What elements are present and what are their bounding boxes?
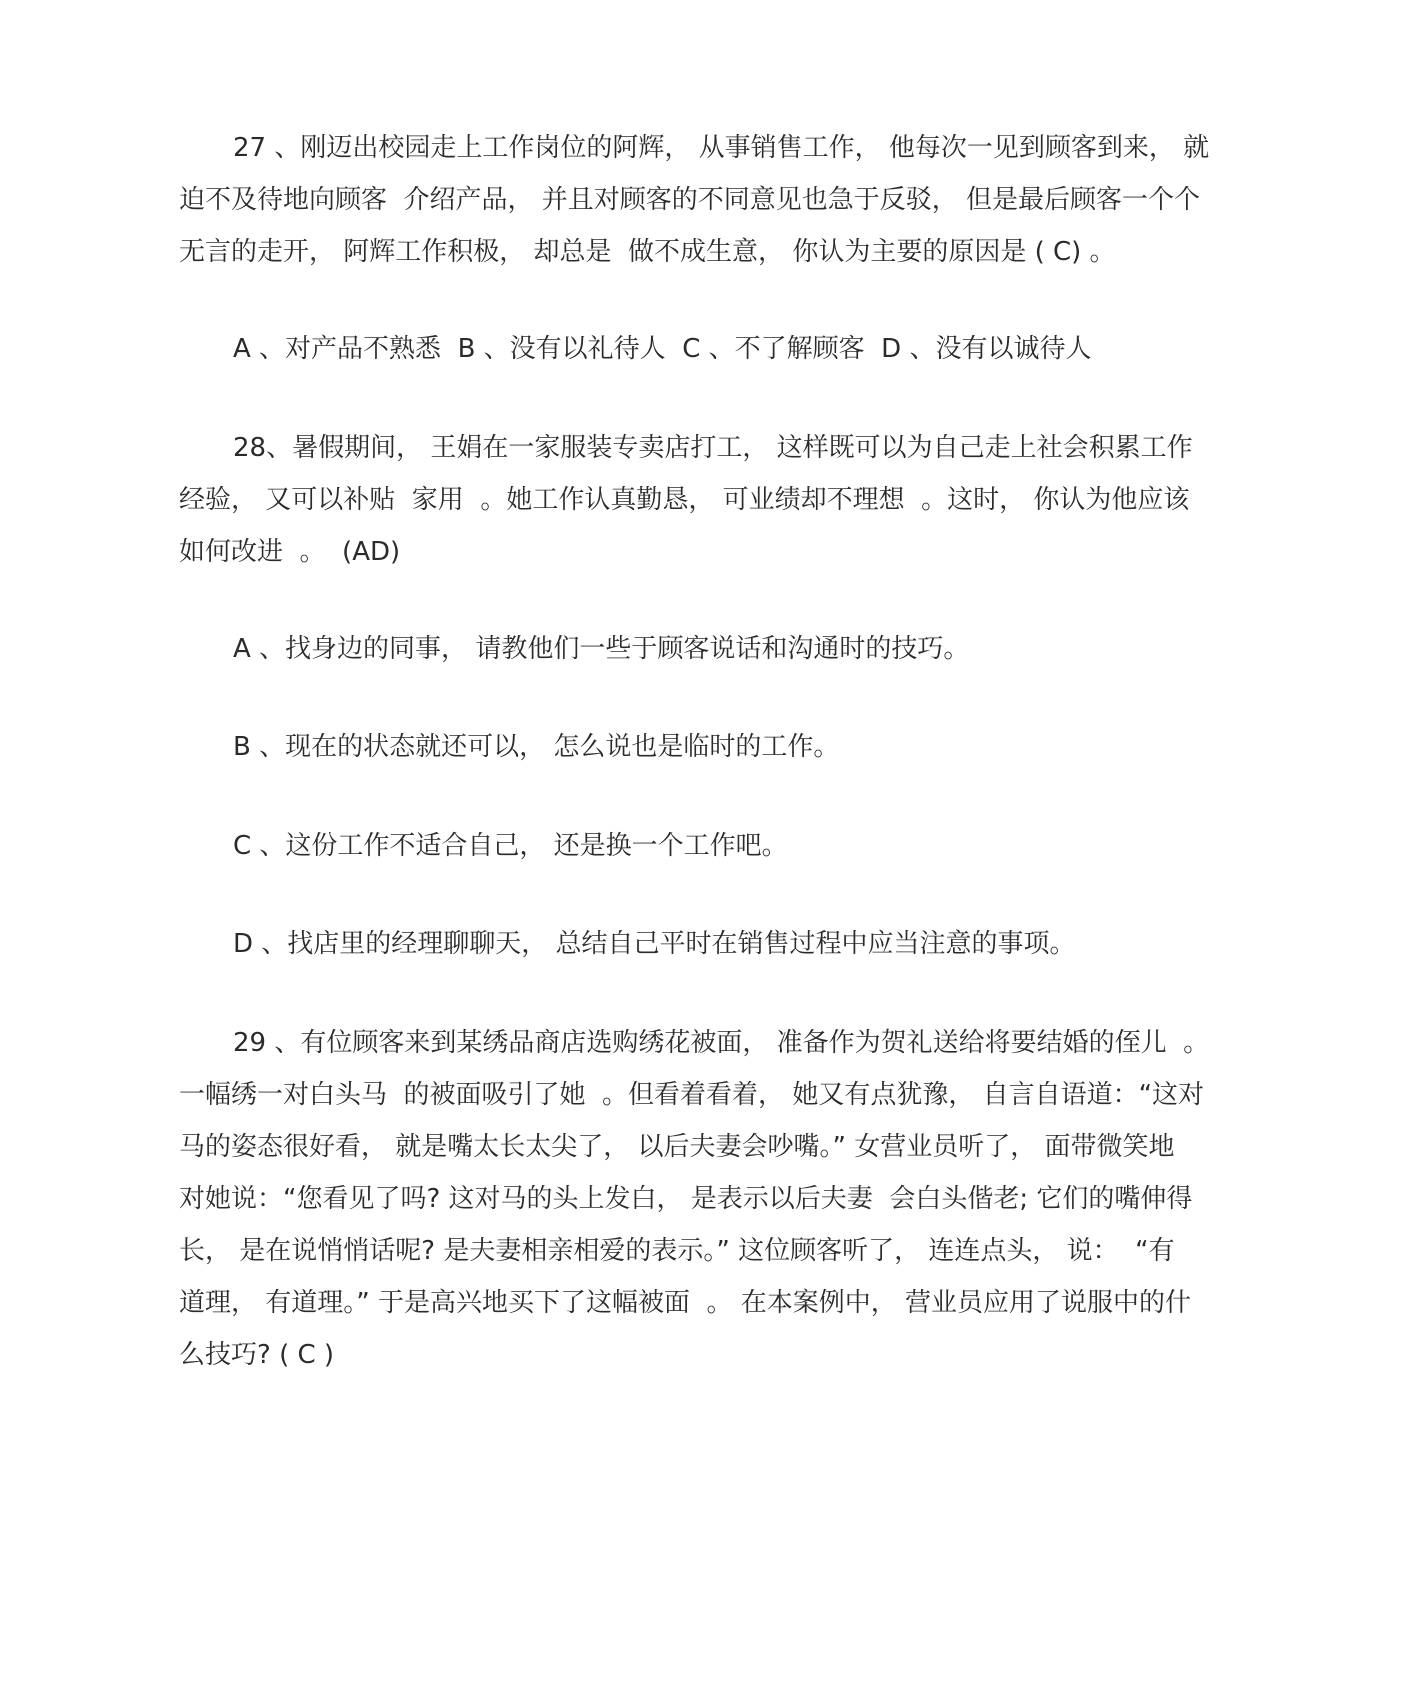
question-29-line-3: 马的姿态很好看， 就是嘴太长太尖了， 以后夫妻会吵嘴。” 女营业员听了， 面带微笑地: [179, 1132, 1175, 1162]
question-29-line-5: 长， 是在说悄悄话呢? 是夫妻相亲相爱的表示。” 这位顾客听了， 连连点头， 说： “有: [179, 1236, 1175, 1266]
question-27-options: A 、对产品不熟悉 B 、没有以礼待人 C 、不了解顾客 D 、没有以诚待人: [233, 334, 1092, 364]
question-27-line-3: 无言的走开， 阿辉工作积极， 却总是 做不成生意， 你认为主要的原因是 ( C) 。: [179, 237, 1116, 267]
question-28-line-2: 经验， 又可以补贴 家用 。她工作认真勤恳， 可业绩却不理想 。这时， 你认为他应该: [179, 485, 1190, 515]
question-29-line-2: 一幅绣一对白头马 的被面吸引了她 。但看着看着， 她又有点犹豫， 自言自语道：“这对: [179, 1080, 1205, 1110]
question-28-option-c: C 、这份工作不适合自己， 还是换一个工作吧。: [233, 831, 788, 861]
question-29-line-6: 道理， 有道理。” 于是高兴地买下了这幅被面 。 在本案例中， 营业员应用了说服中的什: [179, 1288, 1192, 1318]
question-28-option-b: B 、现在的状态就还可以， 怎么说也是临时的工作。: [233, 732, 840, 762]
question-27-line-1: 27 、刚迈出校园走上工作岗位的阿辉， 从事销售工作， 他每次一见到顾客到来， 就: [233, 133, 1210, 163]
question-29-line-7: 么技巧? ( C ): [179, 1340, 335, 1370]
question-28-option-a: A 、找身边的同事， 请教他们一些于顾客说话和沟通时的技巧。: [233, 634, 970, 664]
question-29-line-1: 29 、有位顾客来到某绣品商店选购绣花被面， 准备作为贺礼送给将要结婚的侄儿 。: [233, 1028, 1210, 1058]
question-28-option-d: D 、找店里的经理聊聊天， 总结自己平时在销售过程中应当注意的事项。: [233, 929, 1076, 959]
question-28-line-3: 如何改进 。 (AD): [179, 537, 401, 567]
question-29-line-4: 对她说：“您看见了吗? 这对马的头上发白， 是表示以后夫妻 会白头偕老; 它们的嘴伸得: [179, 1184, 1193, 1214]
question-28-line-1: 28、暑假期间， 王娟在一家服装专卖店打工， 这样既可以为自己走上社会积累工作: [233, 433, 1193, 463]
question-27-line-2: 迫不及待地向顾客 介绍产品， 并且对顾客的不同意见也急于反驳， 但是最后顾客一个个: [179, 185, 1201, 215]
